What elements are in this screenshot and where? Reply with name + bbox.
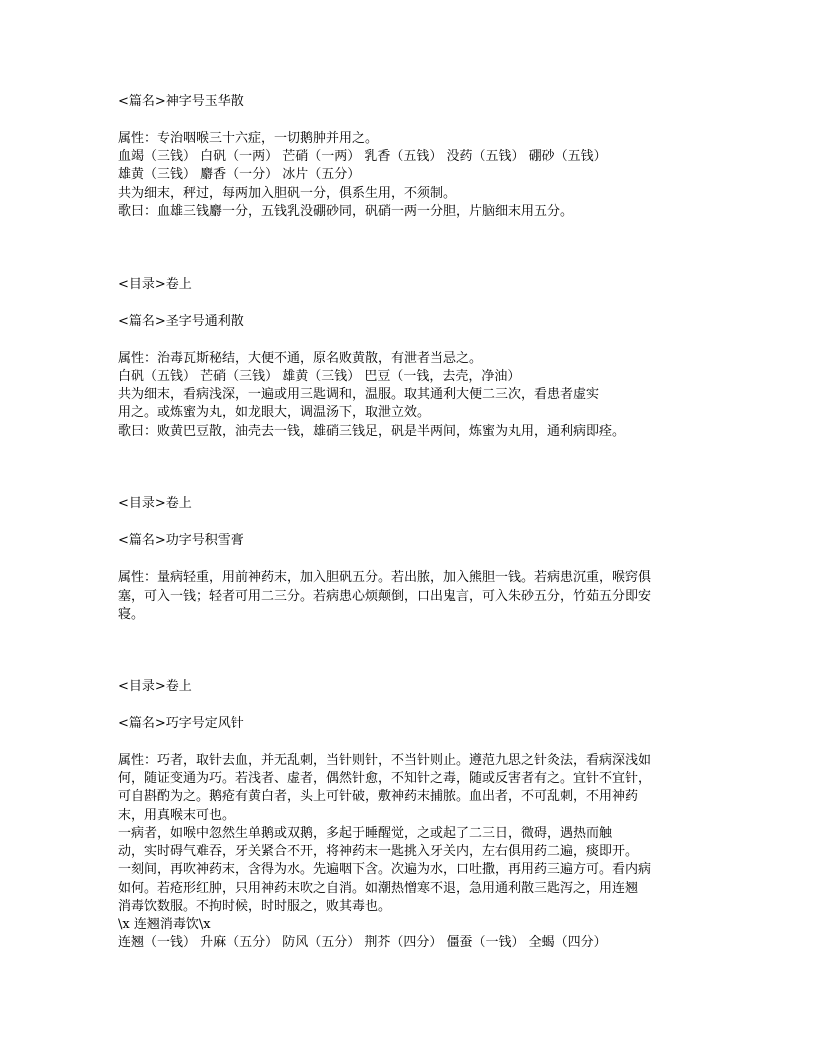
text-line: 可自斟酌为之。鹅疮有黄白者，头上可针破，敷神药末捕脓。血出者，不可乱刺，不用神药 [118,789,639,804]
text-line: 一刻间，再吹神药末，含得为水。先遍咽下含。次遍为水，口吐撒，再用药三遍方可。看内病 [118,862,652,877]
section-title: <篇名>功字号积雪膏 [118,533,244,548]
catalog-heading: <目录>卷上 [118,496,192,511]
text-line: 共为细末，看病浅深，一遍或用三匙调和，温服。取其通利大便二三次，看患者虚实 [118,387,600,402]
section-title: <篇名>巧字号定风针 [118,716,244,731]
text-line: 塞，可入一钱；轻者可用二三分。若病患心烦颠倒，口出鬼言，可入朱砂五分，竹茹五分即安 [118,589,652,604]
section-title: <篇名>圣字号通利散 [118,314,244,329]
text-line: 何，随证变通为巧。若浅者、虚者，偶然针愈，不知针之毒，随或反害者有之。宜针不宜针， [118,771,652,786]
song-line: 歌曰：血雄三钱麝一分，五钱乳没硼砂同，矾硝一两一分胆，片脑细末用五分。 [118,204,574,219]
ingredient-line: 血竭（三钱） 白矾（一两） 芒硝（一两） 乳香（五钱） 没药（五钱） 硼砂（五钱） [118,149,607,164]
text-line: 寝。 [118,607,145,622]
section-title: <篇名>神字号玉华散 [118,94,244,109]
attribute-line: 属性：专治咽喉三十六症，一切鹅肿并用之。 [118,131,379,146]
formula-title: \x 连翘消毒饮\x [118,917,211,932]
text-line: 消毒饮数服。不拘时候，时时服之，败其毒也。 [118,899,392,914]
attribute-line: 属性：量病轻重，用前神药末，加入胆矾五分。若出脓，加入熊胆一钱。若病患沉重，喉窍俱 [118,570,652,585]
text-line: 动，实时碍气难吞，牙关紧合不开，将神药末一匙挑入牙关内，左右俱用药二遍，痰即开。 [118,844,639,859]
text-line: 用之。或炼蜜为丸，如龙眼大，调温汤下，取泄立效。 [118,405,431,420]
ingredient-line: 雄黄（三钱） 麝香（一分） 冰片（五分） [118,167,361,182]
song-line: 歌曰：败黄巴豆散，油壳去一钱，雄硝三钱足，矾是半两间，炼蜜为丸用，通利病即痊。 [118,424,626,439]
attribute-line: 属性：巧者，取针去血，并无乱刺，当针则针，不当针则止。遵范九思之针灸法，看病深浅如 [118,753,652,768]
ingredient-line: 连翘（一钱） 升麻（五分） 防风（五分） 荆芥（四分） 僵蚕（一钱） 全蝎（四分） [118,935,607,950]
text-line: 如何。若疮形红肿，只用神药末吹之自消。如潮热憎寒不退，急用通利散三匙泻之，用连翘 [118,881,639,896]
text-line: 共为细末，秤过，每两加入胆矾一分，俱系生用，不须制。 [118,186,457,201]
catalog-heading: <目录>卷上 [118,277,192,292]
text-line: 一病者，如喉中忽然生单鹅或双鹅，多起于睡醒觉，之或起了二三日，微碍，遇热而触 [118,826,613,841]
attribute-line: 属性：治毒瓦斯秘结，大便不通，原名败黄散，有泄者当忌之。 [118,351,483,366]
text-line: 末，用真喉末可也。 [118,808,236,823]
ingredient-line: 白矾（五钱） 芒硝（三钱） 雄黄（三钱） 巴豆（一钱，去壳，净油） [118,369,521,384]
catalog-heading: <目录>卷上 [118,679,192,694]
